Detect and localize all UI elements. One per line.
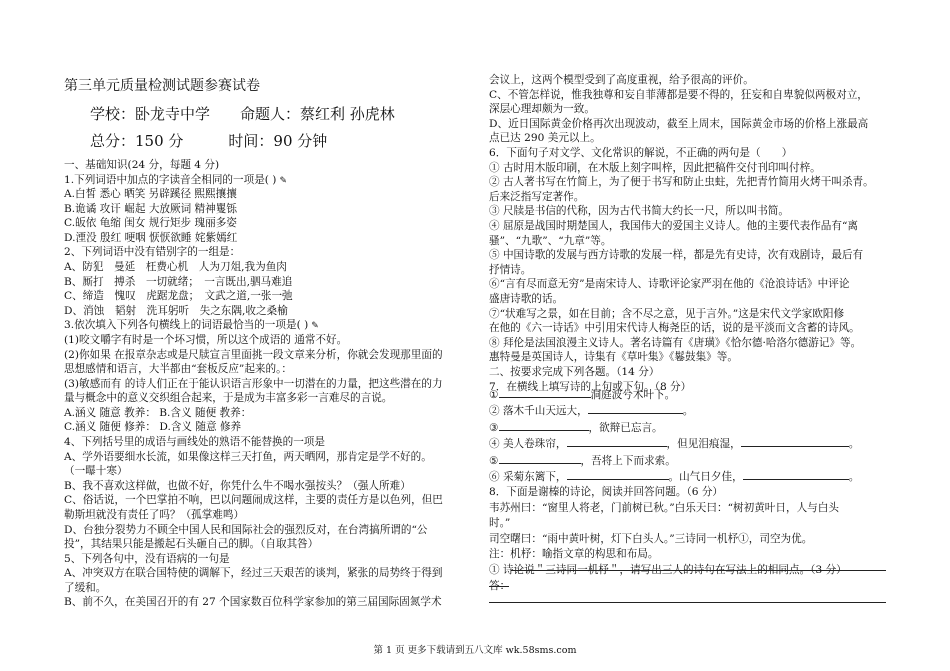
- fill-line: [489, 452, 676, 468]
- text-line: ⑤ 中国诗歌的发展与西方诗歌的发展一样，都是先有史诗，次有戏剧诗，最后有: [489, 249, 864, 262]
- text-line: ① 诗论说＂三诗同一机杼＂，请写出三人的诗句在写法上的相同点。（3 分）: [489, 564, 847, 576]
- text-line: C、缔造 愧叹 虎踞龙盘； 文武之道,一张一弛: [64, 290, 293, 303]
- text-line: 投”，其结果只能是搬起石头砸自己的脚。（自取其咎）: [64, 538, 319, 551]
- text-line: 4、下列括号里的成语与画线处的熟语不能替换的一项是: [64, 436, 325, 449]
- text-line: 8．下面是谢榛的诗论，阅读并回答问题。（6 分）: [489, 486, 724, 498]
- text-line: D、近日国际黄金价格再次出现波动，截至上周末，国际黄金市场的价格上涨最高: [489, 117, 869, 130]
- fill-blank[interactable]: [743, 468, 849, 480]
- fill-middle: ，欲辩已忘言。: [588, 421, 663, 434]
- text-line: C、不管怎样说，惟我独尊和妄自菲薄都是要不得的，狂妄和自卑貌似两极对立，: [489, 88, 868, 101]
- fill-middle: ，但见泪痕湿，: [666, 438, 741, 451]
- text-line: 深层心理却颇为一致。: [489, 103, 595, 116]
- fill-blank[interactable]: [567, 435, 667, 447]
- fill-middle-2: 。: [848, 438, 860, 451]
- answer-blank-3[interactable]: [489, 591, 886, 603]
- text-line: 盛唐诗歌的话。: [489, 293, 564, 305]
- text-line: A.白皙 悉心 晒笑 另辟蹊径 熙熙攘攘: [64, 188, 237, 201]
- text-line: ⑦“状难写之景，如在目前；含不尽之意，见于言外。”这是宋代文学家欧阳修: [489, 307, 845, 320]
- school-line: 学校：卧龙寺中学 命题人：蔡红利 孙虎林: [90, 105, 395, 123]
- text-line: 在他的《六一诗话》中引用宋代诗人梅尧臣的话，说的是平淡而文含蓄的诗风。: [489, 322, 860, 335]
- text-line: A、防犯 曼延 枉费心机 人为刀俎,我为鱼肉: [64, 261, 287, 274]
- text-line: 6．下面句子对文学、文化常识的解说，不正确的两句是（ ）: [489, 147, 793, 159]
- text-line: 惠特曼是英国诗人，诗集有《草叶集》《鬈鼓集》等。: [489, 351, 738, 364]
- text-line: 后来泛指写定著作。: [489, 190, 585, 203]
- text-line: A.涵义 随意 教养： B.含义 随便 教养：: [64, 406, 252, 419]
- fill-blank[interactable]: [499, 452, 581, 464]
- fill-middle: 。: [682, 405, 694, 418]
- text-line: 1.下列词语中加点的字读音全相同的一项是( ) ✎: [64, 173, 287, 186]
- text-line: 会议上，这两个模型受到了高度重视，给予很高的评价。: [489, 74, 754, 86]
- fill-line: [489, 419, 663, 435]
- fill-prefix: ③: [489, 421, 499, 434]
- text-line: C、俗话说，一个巴掌拍不响，巴以问题闹成这样，主要的责任方是以色列，但巴: [64, 494, 443, 507]
- text-line: 量与概念中的意义交织组合起来，于是成为丰富多彩一言难尽的言说。: [64, 392, 393, 405]
- text-line: (2)你如果 在报章杂志或是尺牍宣言里面挑一段文章来分析，你就会发现那里面的: [64, 348, 443, 361]
- text-line: B、前不久，在美国召开的有 27 个国家数百位科学家参加的第三届国际固氮学术: [64, 596, 442, 609]
- text-line: D、台独分裂势力不顾全中国人民和国际社会的强烈反对，在台湾搞所谓的“公: [64, 523, 428, 536]
- fill-blank[interactable]: [499, 386, 591, 398]
- text-line: ⑥“言有尽而意无穷”是南宋诗人、诗歌评论家严羽在他的《沧浪诗话》中评论: [489, 278, 850, 291]
- text-line: B.诡谲 攻讦 崛起 大放厥词 精神矍铄: [64, 202, 237, 215]
- text-line: 勒斯坦就没有责任了吗？（孤掌难鸣）: [64, 508, 245, 521]
- fill-line: [489, 402, 693, 418]
- text-line: B、厮打 搏杀 一切就绪； 一言既出,驷马难追: [64, 275, 293, 288]
- text-line: D.湮没 殷红 哽咽 恹恹欲睡 姹紫嫣红: [64, 231, 238, 244]
- fill-line: [489, 435, 859, 451]
- ear-mark-icon: ✎: [311, 321, 319, 332]
- text-line: 点已达 290 美元以上。: [489, 132, 601, 145]
- fill-prefix: ①: [489, 389, 499, 401]
- text-line: 骚”、“九歌”、“九章”等。: [489, 234, 612, 247]
- text-line: 了缓和。: [64, 581, 107, 594]
- text-line: 注：机杼：喻指文章的构思和布局。: [489, 548, 659, 561]
- text-line: B、我不喜欢这样做，也做不好，你凭什么牛不喝水强按头？（强人所难）: [64, 479, 411, 492]
- page-footer: 第 1 页 更多下载请到五八文库 wk.58sms.com: [373, 645, 577, 656]
- ear-mark-icon: ✎: [279, 175, 287, 186]
- fill-middle-2: 。: [848, 471, 860, 483]
- text-line: 3.依次填入下列各句横线上的词语最恰当的一项是( ) ✎: [64, 319, 319, 332]
- fill-prefix: ② 落木千山天远大，: [489, 405, 588, 418]
- text-line: ④ 屈原是战国时期楚国人，我国伟大的爱国主义诗人。他的主要代表作品有“离: [489, 220, 858, 232]
- text-line: ⑧ 拜伦是法国浪漫主义诗人。著名诗篇有《唐璜》《恰尔德·哈洛尔德游记》等。: [489, 336, 862, 349]
- text-line: A、学外语要细水长流，如果像这样三天打鱼，两天晒网，那肯定是学不好的。: [64, 450, 432, 463]
- fill-line: [489, 386, 675, 402]
- fill-prefix: ⑥ 采菊东篱下，: [489, 471, 567, 483]
- fill-middle: 洞庭波兮木叶下。: [590, 389, 676, 401]
- score-line: 总分：150 分 时间：90 分钟: [90, 132, 328, 150]
- text-line: ② 古人著书写在竹简上，为了便于书写和防止虫蛀，先把青竹简用火烤干叫杀青。: [489, 176, 874, 189]
- text-line: ① 古时用木版印刷，在木版上刻字叫梓，因此把稿件交付刊印叫付梓。: [489, 161, 821, 174]
- answer-blank-2[interactable]: [489, 575, 509, 587]
- text-line: 二、按要求完成下列各题。（14 分）: [489, 366, 660, 378]
- text-line: (3)敏感而有 的诗人们正在于能认识语言形象中一切潜在的力量，把这些潜在的力: [64, 377, 443, 390]
- text-line: A、冲突双方在联合国特使的调解下，经过三天艰苦的谈判，紧张的局势终于得到: [64, 567, 443, 580]
- fill-prefix: ④ 美人卷珠帘，: [489, 438, 567, 451]
- fill-blank[interactable]: [741, 435, 849, 447]
- text-line: (1)咬文嚼字有时是一个坏习惯，所以这个成语的 通常不好。: [64, 333, 348, 346]
- fill-blank[interactable]: [499, 419, 589, 431]
- fill-prefix: ⑤: [489, 454, 499, 467]
- text-line: 7．在横线上填写诗的上句或下句。（8 分）: [489, 380, 692, 393]
- text-line: 5、下列各句中，没有语病的一句是: [64, 552, 230, 565]
- fill-middle: ，吾将上下而求索。: [580, 454, 676, 467]
- text-line: 韦苏州曰：“窗里人将老，门前树已秋。”白乐天曰：“树初黄叶日，人与白头: [489, 501, 839, 514]
- fill-blank[interactable]: [567, 468, 669, 480]
- text-line: 2、下列词语中没有错别字的一组是：: [64, 246, 241, 259]
- fill-middle: 。山气日夕佳，: [668, 471, 743, 483]
- text-line: ③ 尺牍是书信的代称，因为古代书简大约长一尺，所以叫书简。: [489, 205, 789, 218]
- text-line: D、消蚀 韬射 洗耳躬听 失之东隅,收之桑榆: [64, 304, 288, 317]
- text-line: C.涵义 随便 修养： D.含义 随意 修养: [64, 421, 242, 434]
- text-line: 抒情诗。: [489, 263, 532, 276]
- text-line: 时。”: [489, 517, 511, 530]
- fill-line: [489, 468, 859, 484]
- text-line: 思想感情和语言，大半都由“套板反应”起来的。：: [64, 363, 292, 376]
- text-line: （一曝十寒）: [64, 465, 128, 478]
- fill-blank[interactable]: [588, 402, 683, 414]
- answer-blank-1[interactable]: [511, 559, 886, 571]
- text-line: 答：: [489, 579, 511, 592]
- paper-title: 第三单元质量检测试题参赛试卷: [64, 78, 260, 94]
- text-line: C.皈依 龟缩 闺女 规行矩步 瑰丽多姿: [64, 217, 237, 230]
- text-line: 一、基础知识(24 分，每题 4 分): [64, 159, 220, 171]
- text-line: 司空曙曰：“雨中黄叶树，灯下白头人。”三诗同一机杼①，司空为优。: [489, 532, 813, 545]
